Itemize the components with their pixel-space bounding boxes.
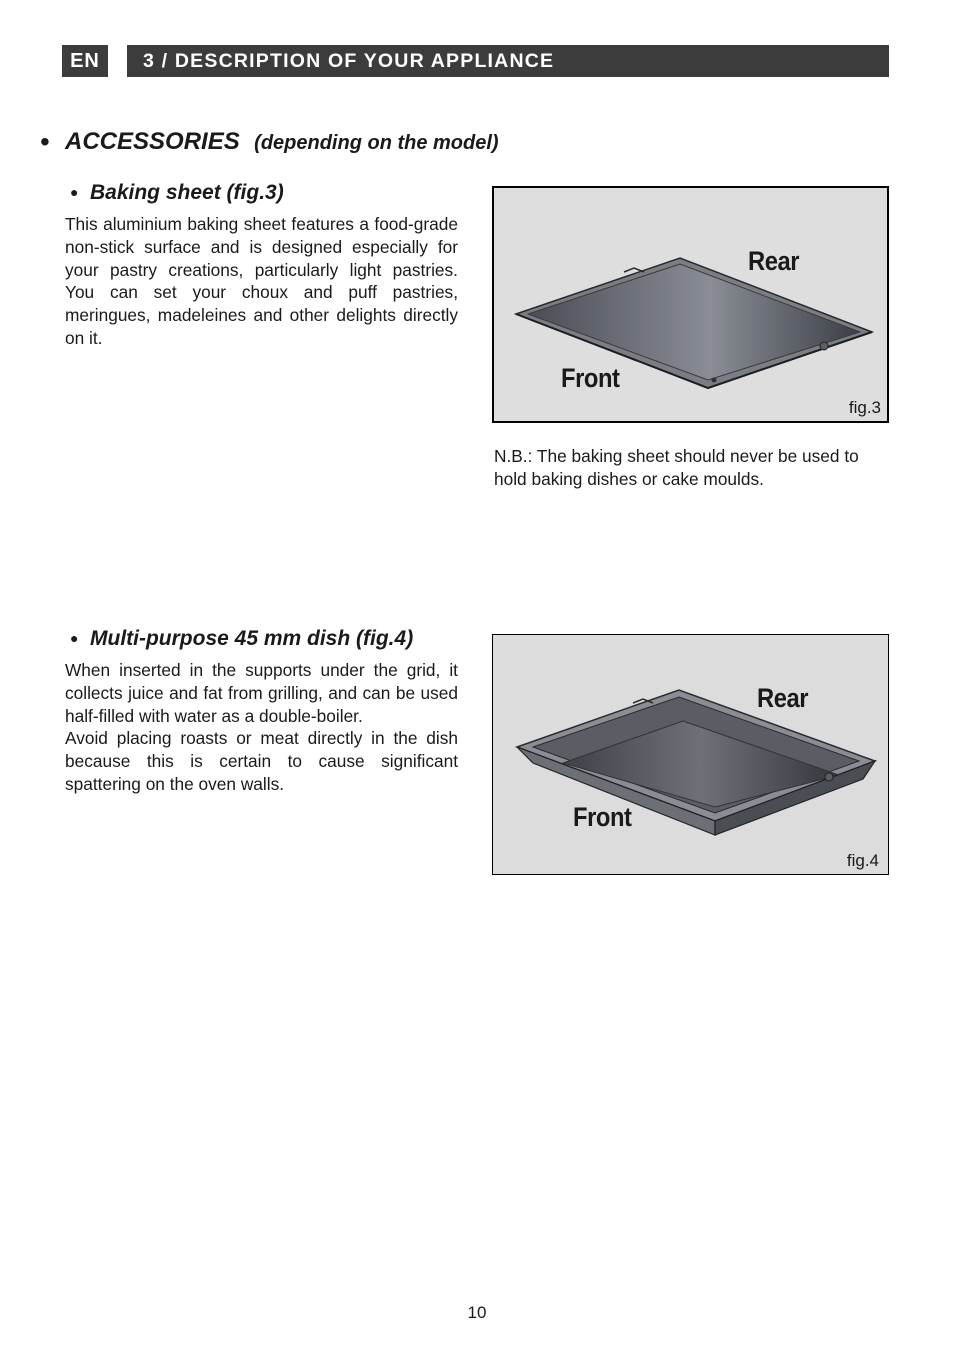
bullet-icon: ●: [70, 184, 79, 200]
baking-sheet-heading: [70, 181, 284, 205]
chapter-title: 3 / DESCRIPTION OF YOUR APPLIANCE: [143, 49, 555, 72]
dish-paragraph-1: When inserted in the supports under the grid, it collects juice and fat from grilling, and can be used half-filled with water as a double-boiler.: [65, 660, 458, 726]
section-title-main: ACCESSORIES: [65, 128, 240, 155]
baking-sheet-illustration: [494, 188, 889, 423]
bullet-icon: •: [40, 126, 50, 157]
dish-heading: [70, 627, 413, 651]
fig4-front-label: Front: [573, 802, 632, 832]
baking-sheet-note: [494, 445, 890, 491]
dish-paragraph-2: Avoid placing roasts or meat directly in the dish because this is certain to cause significant spattering on the oven walls.: [65, 728, 458, 794]
note-text: : The baking sheet should never be used to hold baking dishes or cake moulds.: [494, 446, 859, 489]
section-subtitle: (depending on the model): [254, 132, 499, 154]
figure-baking-sheet: [492, 186, 889, 423]
section-title: [65, 128, 499, 156]
dish-illustration: [493, 635, 889, 875]
fig4-caption: fig.4: [846, 851, 879, 870]
note-prefix: N.B.: [494, 446, 528, 466]
baking-sheet-description: [65, 213, 458, 350]
chapter-header: [127, 45, 889, 77]
page-number: 10: [467, 1303, 487, 1322]
fig3-caption: fig.3: [848, 398, 881, 417]
fig3-rear-label: Rear: [748, 246, 800, 276]
language-badge: EN: [62, 45, 108, 77]
fig3-front-label: Front: [561, 363, 620, 393]
dish-description: [65, 659, 458, 796]
figure-multipurpose-dish: [492, 634, 889, 875]
baking-sheet-paragraph: This aluminium baking sheet features a food-grade non-stick surface and is designed especially for your pastry creations, particularly light pastries. You can set your choux and puff pastries, meringues, madeleines and other delights directly on it.: [65, 214, 458, 348]
fig4-rear-label: Rear: [757, 683, 809, 713]
baking-sheet-heading-text: Baking sheet (fig.3): [90, 181, 284, 204]
dish-heading-text: Multi-purpose 45 mm dish (fig.4): [90, 627, 414, 650]
bullet-icon: ●: [70, 630, 79, 646]
